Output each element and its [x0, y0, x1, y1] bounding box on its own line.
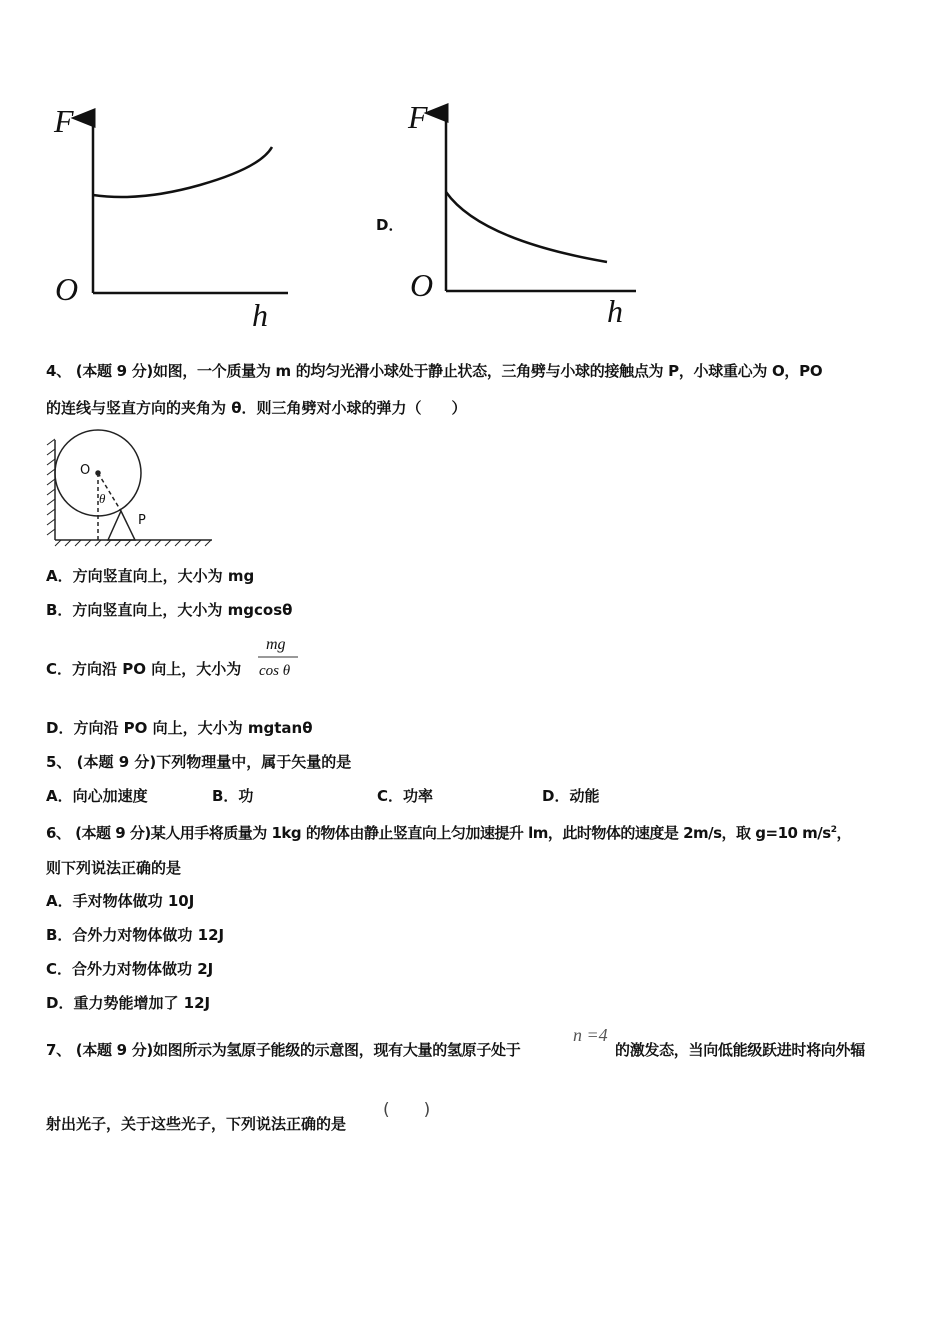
- graph-c-origin: O: [55, 271, 79, 307]
- q6-option-b: B．合外力对物体做功 12J: [46, 926, 225, 944]
- q6-text: 6、 (本题 9 分)某人用手将质量为 1kg 的物体由静止竖直向上匀加速提升 lm，此时物体的速度是 2m/s，取 g=10 m/s: [46, 824, 831, 842]
- q6-stem-line1: [46, 821, 851, 842]
- q4-stem-line2: 的连线与竖直方向的夹角为 θ．则三角劈对小球的弹力（ ）: [46, 399, 467, 417]
- curve: [446, 192, 607, 262]
- q4-option-c: C．方向沿 PO 向上，大小为: [46, 660, 242, 678]
- q4-option-b: B．方向竖直向上，大小为 mgcosθ: [46, 601, 293, 619]
- q7-stem-line2: 射出光子，关于这些光子，下列说法正确的是: [46, 1115, 347, 1133]
- option-d-label: D．: [376, 216, 404, 234]
- q4-option-d: D．方向沿 PO 向上，大小为 mgtanθ: [46, 719, 313, 737]
- q4-figure: [47, 430, 212, 546]
- q5-option-c: C．功率: [377, 787, 434, 805]
- q7-answer-paren: ( ): [383, 1100, 431, 1120]
- q6-option-c: C．合外力对物体做功 2J: [46, 960, 214, 978]
- q6-superscript: 2: [830, 825, 837, 835]
- curve: [93, 147, 272, 197]
- q4-option-a: A．方向竖直向上，大小为 mg: [46, 567, 255, 585]
- fig-o-label: O: [80, 463, 91, 478]
- graph-d-x-label: h: [607, 293, 623, 329]
- q5-option-b: B．功: [212, 787, 254, 805]
- q6-option-a: A．手对物体做功 10J: [46, 892, 195, 910]
- fraction-denominator: cos θ: [259, 663, 291, 679]
- fraction-numerator: mg: [266, 636, 286, 653]
- q7-n-equals: n =4: [573, 1025, 608, 1045]
- q7-stem-part2: 的激发态，当向低能级跃进时将向外辐: [615, 1041, 865, 1059]
- q5-option-a: A．向心加速度: [46, 787, 148, 805]
- graph-d-origin: O: [410, 267, 434, 303]
- q5-stem: 5、 (本题 9 分)下列物理量中，属于矢量的是: [46, 753, 352, 771]
- q6-comma: ，: [836, 824, 851, 842]
- q4-stem-line1: 4、 (本题 9 分)如图，一个质量为 m 的均匀光滑小球处于静止状态，三角劈与小球的接触点为 P，小球重心为 O，PO: [46, 362, 823, 380]
- graph-c: [93, 118, 288, 293]
- q6-stem-line2: 则下列说法正确的是: [46, 859, 182, 877]
- q5-option-d: D．动能: [542, 787, 600, 805]
- graph-c-x-label: h: [252, 297, 268, 333]
- fig-theta-label: θ: [99, 491, 106, 506]
- fig-p-label: P: [138, 513, 146, 528]
- q7-stem-part1: 7、 (本题 9 分)如图所示为氢原子能级的示意图，现有大量的氢原子处于: [46, 1041, 521, 1059]
- q6-option-d: D．重力势能增加了 12J: [46, 994, 211, 1012]
- graph-d-y-label: F: [408, 99, 428, 135]
- graph-d: [446, 113, 636, 291]
- graph-c-y-label: F: [54, 103, 74, 139]
